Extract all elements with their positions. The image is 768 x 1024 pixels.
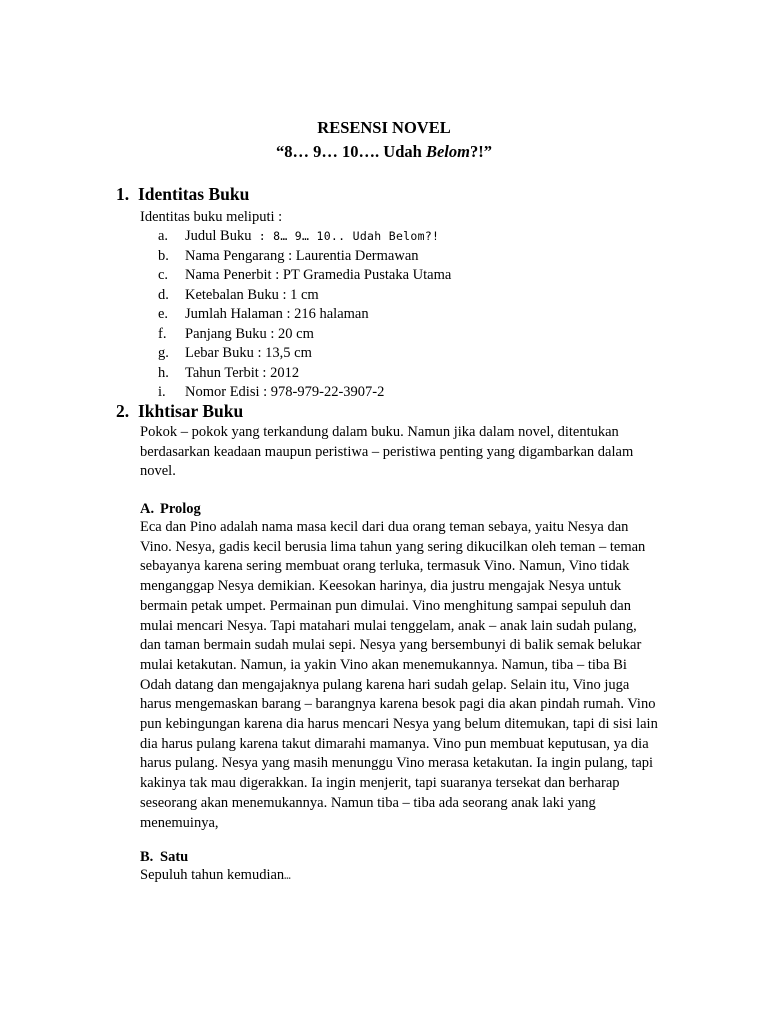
list-item: a. Judul Buku : 8… 9… 10.. Udah Belom?!	[158, 228, 440, 244]
section-title: Identitas Buku	[138, 184, 250, 204]
prolog-paragraph: Eca dan Pino adalah nama masa kecil dari dua orang teman sebaya, yaitu Nesya dan Vino. Nesya, gadis kecil berusia lima tahun yang sering dikucilkan oleh teman – teman sebayanya karena sering membuat orang terluka, termasuk Vino. Namun, Vino tidak menganggap Nesya demikian. Keesokan harinya, dia justru mengajak Nesya untuk bermain petak umpet. Permainan pun dimulai. Vino menghitung sampai sepuluh dan mulai mencari Nesya. Tapi matahari mulai tenggelam, anak – anak lain sudah pulang, dan taman bermain sudah mulai sepi. Nesya yang bersembunyi di balik semak belukar mulai ketakutan. Namun, ia yakin Vino akan menemukannya. Namun, tiba – tiba Bi Odah datang dan mengajaknya pulang karena hari sudah gelap. Selain itu, Vino juga harus mengemaskan barang – barangnya karena besok pagi dia akan pindah rumah. Vino pun kebingungan karena dia harus mencari Nesya yang belum ditemukan, tapi di sisi lain dia harus pulang karena takut dimarahi mamanya. Vino pun membuat keputusan, ya dia harus pulang. Nesya yang masih menunggu Vino merasa ketakutan. Ia ingin pulang, tapi kakinya tak mau digerakkan. Ia ingin menjerit, tapi suaranya tersekat dan berharap seseorang akan menemukannya. Namun tiba – tiba ada seorang anak laki yang menemuinya,	[140, 519, 658, 831]
subtitle-end: ?!”	[469, 142, 492, 161]
list-item: g. Lebar Buku : 13,5 cm	[158, 345, 312, 361]
section-title: Ikhtisar Buku	[138, 401, 244, 421]
subtitle-italic: Belom	[425, 142, 470, 161]
section-number: 2.	[116, 401, 130, 421]
list-item: f. Panjang Buku : 20 cm	[158, 325, 314, 342]
subsection-heading-prolog: A. Prolog	[140, 501, 201, 517]
identity-list	[158, 227, 451, 403]
document-subtitle	[0, 142, 768, 162]
subtitle-text: “8… 9… 10…. Udah	[276, 142, 426, 161]
list-item: i. Nomor Edisi : 978-979-22-3907-2	[158, 384, 385, 400]
ellipsis: …	[284, 869, 291, 882]
list-item: d. Ketebalan Buku : 1 cm	[158, 286, 319, 303]
section-intro: Identitas buku meliputi :	[140, 209, 283, 225]
section-heading-ikhtisar	[116, 401, 243, 422]
document-title: RESENSI NOVEL	[317, 118, 451, 137]
section-number: 1.	[116, 184, 130, 204]
subsection-heading-satu: B. Satu	[140, 849, 189, 865]
satu-paragraph	[140, 866, 660, 886]
list-item: h. Tahun Terbit : 2012	[158, 364, 300, 381]
list-item: e. Jumlah Halaman : 216 halaman	[158, 306, 369, 322]
list-item: c. Nama Penerbit : PT Gramedia Pustaka Utama	[158, 267, 452, 283]
satu-text: Sepuluh tahun kemudian	[140, 867, 285, 883]
section-heading-identitas	[116, 184, 249, 205]
list-item: b. Nama Pengarang : Laurentia Dermawan	[158, 247, 419, 264]
section-intro: Pokok – pokok yang terkandung dalam buku. Namun jika dalam novel, ditentukan berdasarkan keadaan maupun peristiwa – peristiwa penting yang digambarkan dalam novel.	[140, 424, 634, 480]
